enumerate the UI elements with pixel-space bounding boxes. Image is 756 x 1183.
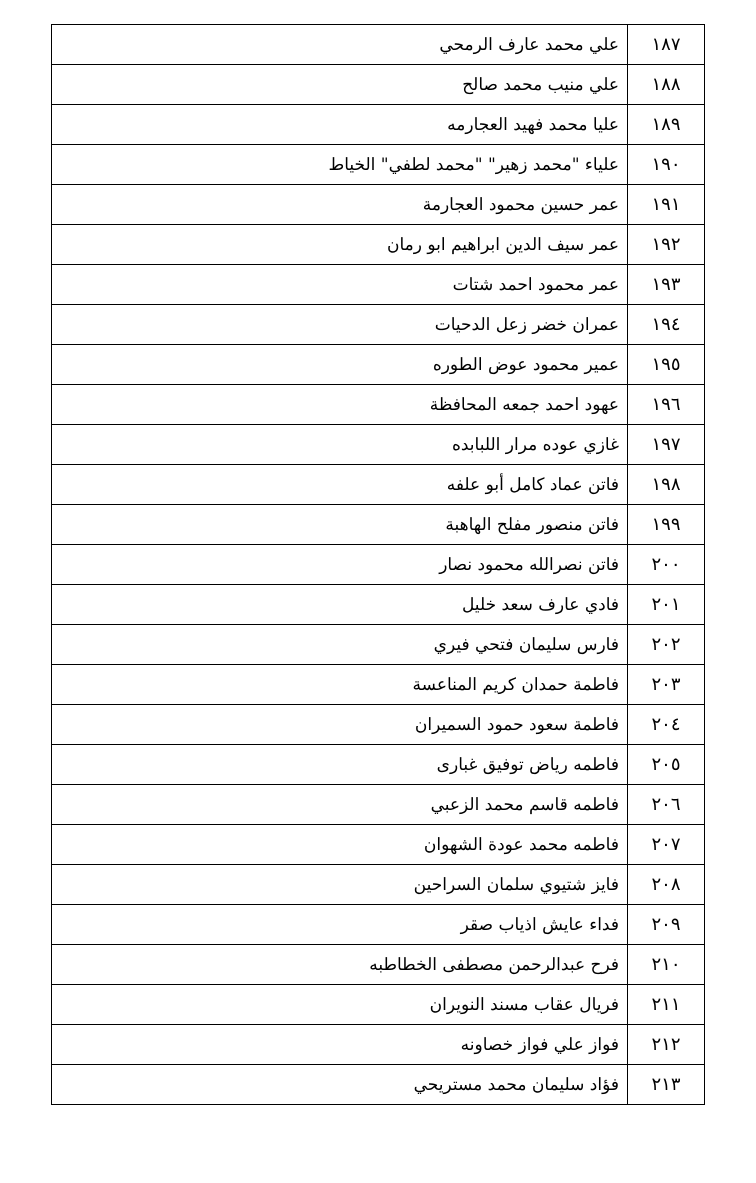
row-number: ١٩٨ [628,465,705,505]
person-name: فداء عايش اذياب صقر [52,905,628,945]
table-row [52,665,705,705]
row-number: ١٩٥ [628,345,705,385]
table-row [52,545,705,585]
row-number: ١٩٠ [628,145,705,185]
table-row [52,345,705,385]
row-number: ٢١١ [628,985,705,1025]
table-row [52,265,705,305]
table-row [52,385,705,425]
table-row [52,1065,705,1105]
person-name: عهود احمد جمعه المحافظة [52,385,628,425]
row-number: ١٩٩ [628,505,705,545]
person-name: فاتن منصور مفلح الهاهبة [52,505,628,545]
person-name: فريال عقاب مسند النويران [52,985,628,1025]
row-number: ١٩٧ [628,425,705,465]
row-number: ٢٠٤ [628,705,705,745]
row-number: ١٩١ [628,185,705,225]
names-table-body [52,25,705,1105]
person-name: علياء "محمد زهير" "محمد لطفي" الخياط [52,145,628,185]
person-name: فاطمه قاسم محمد الزعبي [52,785,628,825]
row-number: ٢٠٢ [628,625,705,665]
table-row [52,865,705,905]
table-row [52,785,705,825]
person-name: غازي عوده مرار اللبابده [52,425,628,465]
row-number: ١٩٦ [628,385,705,425]
row-number: ٢٠٦ [628,785,705,825]
table-row [52,225,705,265]
person-name: عمر سيف الدين ابراهيم ابو رمان [52,225,628,265]
table-row [52,945,705,985]
row-number: ٢١٢ [628,1025,705,1065]
person-name: فاطمه محمد عودة الشهوان [52,825,628,865]
table-row [52,465,705,505]
row-number: ٢٠٥ [628,745,705,785]
row-number: ٢٠٧ [628,825,705,865]
row-number: ٢١٣ [628,1065,705,1105]
table-row [52,1025,705,1065]
person-name: فاتن عماد كامل أبو علفه [52,465,628,505]
person-name: عليا محمد فهيد العجارمه [52,105,628,145]
row-number: ٢٠٨ [628,865,705,905]
row-number: ١٩٣ [628,265,705,305]
row-number: ٢٠٠ [628,545,705,585]
table-row [52,185,705,225]
row-number: ٢٠٩ [628,905,705,945]
row-number: ٢٠١ [628,585,705,625]
person-name: فؤاد سليمان محمد مستريحي [52,1065,628,1105]
table-row [52,705,705,745]
table-row [52,905,705,945]
table-row [52,625,705,665]
table-row [52,745,705,785]
person-name: فاطمه رياض توفيق غبارى [52,745,628,785]
row-number: ١٨٩ [628,105,705,145]
row-number: ٢٠٣ [628,665,705,705]
person-name: علي منيب محمد صالح [52,65,628,105]
person-name: فاطمة سعود حمود السميران [52,705,628,745]
table-row [52,425,705,465]
person-name: عمير محمود عوض الطوره [52,345,628,385]
row-number: ١٩٢ [628,225,705,265]
row-number: ١٩٤ [628,305,705,345]
table-row [52,585,705,625]
person-name: عمر محمود احمد شتات [52,265,628,305]
names-table [51,24,705,1105]
person-name: فايز شتيوي سلمان السراحين [52,865,628,905]
table-row [52,825,705,865]
table-row [52,105,705,145]
table-row [52,305,705,345]
row-number: ١٨٨ [628,65,705,105]
table-row [52,505,705,545]
table-row [52,145,705,185]
person-name: عمران خضر زعل الدحيات [52,305,628,345]
person-name: فاطمة حمدان كريم المناعسة [52,665,628,705]
table-row [52,25,705,65]
table-row [52,65,705,105]
document-page [51,24,705,1105]
person-name: فرح عبدالرحمن مصطفى الخطاطبه [52,945,628,985]
row-number: ١٨٧ [628,25,705,65]
person-name: فارس سليمان فتحي فيري [52,625,628,665]
person-name: علي محمد عارف الرمحي [52,25,628,65]
person-name: فاتن نصرالله محمود نصار [52,545,628,585]
row-number: ٢١٠ [628,945,705,985]
person-name: عمر حسين محمود العجارمة [52,185,628,225]
table-row [52,985,705,1025]
person-name: فادي عارف سعد خليل [52,585,628,625]
person-name: فواز علي فواز خصاونه [52,1025,628,1065]
